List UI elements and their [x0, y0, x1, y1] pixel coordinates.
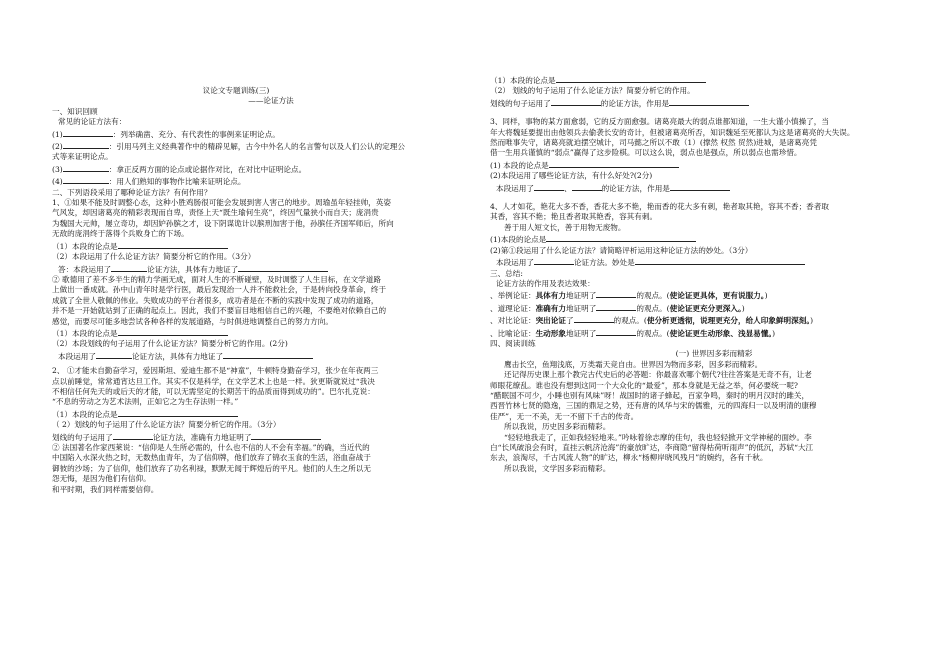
answer-blank[interactable]	[551, 97, 601, 106]
section-heading: 一、知识回顾	[52, 106, 98, 116]
answer-blank[interactable]	[635, 256, 805, 265]
passage-line: ② 歌德用了差不多半生的精力学画无成，面对人生的不断碰壁，及时调整了人生目标，在文学道路	[52, 274, 381, 284]
answer-blank[interactable]	[546, 233, 696, 242]
reading-line: “轻轻地我走了，正如我轻轻地来。”吟咏着徐志摩的佳句，我也轻轻掀开文学神秘的面纱。李	[504, 432, 812, 442]
reading-line: 师眼花缭乱。谁也没有想到这同一个大众化的“最爱”，那本身就是无益之举，何必要统一呢?	[490, 380, 798, 390]
answer-blank[interactable]	[596, 289, 636, 298]
summary-line: 、比喻论证：生动形象地证明了 的观点。(使论证更生动形象、浅显易懂。)	[490, 328, 776, 338]
passage-line: 其香，容其不艳；艳且香者取其艳香，容其有刺。	[490, 212, 658, 222]
answer-blank[interactable]	[96, 350, 132, 359]
answer-line: 答：本段运用了 论证方法，具体有力地证了	[52, 263, 450, 275]
answer-blank[interactable]	[63, 163, 109, 172]
answer-blank[interactable]	[238, 263, 328, 272]
reading-line: “醋眠国不可少，小睡也别有风味”呀！战国时的诸子蜂起，百家争鸣，秦时的明月汉时的雎关，	[490, 390, 810, 400]
passage-line: 感觉，而要尽可能多地尝试各种各样的发展道路，与时俱进地调整自己的努力方向。	[52, 316, 333, 326]
answer-blank[interactable]	[223, 350, 313, 359]
answer-blank[interactable]	[669, 97, 749, 106]
passage-line: 不相信任何先天的或后天的才能，可以无需坚定的长期苦干的品质而得到成功的”。巴尔扎克说：	[52, 386, 375, 396]
passage-line: 4、人才如花，艳花大多不香，香花大多不艳，艳而香的花大多有刺，艳者取其艳，容其不香；香者取	[490, 202, 829, 212]
passage-line: 借一生用兵谨慎的“弱点”赢得了这步险棋。可以这么说，弱点也是强点，所以弱点也需珍惜。	[490, 148, 802, 158]
question-line: (1) 本段的论点是	[490, 159, 898, 171]
answer-blank[interactable]	[549, 159, 679, 168]
answer-blank[interactable]	[596, 302, 636, 311]
question-line: （2）本段划线的句子运用了什么论证方法？简要分析它的作用。(2分)	[52, 339, 288, 349]
passage-line: 点以前睡觉，常常通宵达旦工作。其实不仅是科学，在文学艺术上也是一样。狄更斯就说过“我决	[52, 376, 375, 386]
passage-line: 年大将魏延要提出由他领兵去偷袭长安的奇计，但被诸葛亮所否，知识魏延至死都认为这是诸葛亮的大失误。	[490, 127, 855, 137]
answer-blank[interactable]	[63, 175, 109, 184]
section-intro: 常见的论证方法有：	[58, 117, 127, 127]
answer-blank[interactable]	[572, 182, 602, 191]
reading-line: 还记得历史课上那个教完古代史后的必答题：你最喜欢哪个朝代?往往答案是无奇不有，让老	[504, 370, 812, 380]
answer-line: 本段运用了 论证方法。妙处是	[490, 256, 898, 268]
question-line: （1）本段的论点是	[490, 74, 898, 86]
question-line: （1）本段的论点是	[52, 408, 450, 420]
reading-line: 西晋竹林七贤的隐逸，三国的鼎足之势，还有唐的风华与宋的儒雅，元的四海归一以及明清的康穆	[490, 401, 817, 411]
answer-blank[interactable]	[251, 431, 321, 440]
section-heading: 二、下列语段采用了哪种论证方法？有何作用？	[52, 187, 212, 197]
reading-line: 所以我说，历史因多彩而精彩。	[504, 422, 611, 432]
reading-line: 佳严”，无一不美，无一不留下千古的传奇。	[490, 411, 639, 421]
answer-blank[interactable]	[574, 314, 614, 323]
passage-line: 气风发，却因诸葛亮的精彩表现而自卑，责怪上天“既生瑜何生亮”，终因气量狭小而自天；庞涓贵	[52, 208, 379, 218]
passage-line: 2、 ①才能未自勤奋学习，爱因斯坦、爱迪生都不是“神童”，牛顿特身勤奋学习，张少在年夜两三	[52, 366, 379, 376]
passage-line: 并不是一开始就站到了正确的起点上。因此，我们不要盲目地相信自己的兴趣，不要绝对依赖自己的	[52, 306, 387, 316]
answer-blank[interactable]	[63, 140, 109, 149]
answer-blank[interactable]	[111, 263, 147, 272]
section-heading: 三、总结:	[490, 268, 523, 278]
summary-intro: 论证方法的作用及表达效果：	[496, 278, 595, 288]
question-line: (1)本段的论点是	[490, 233, 898, 245]
answer-blank[interactable]	[118, 327, 228, 336]
passage-line: 怨无悔，是因为他们有信仰。	[52, 474, 151, 484]
method-line-cont: 式等来证明论点。	[52, 152, 113, 162]
reading-line: 鹰击长空，鱼翔浅底，万类霜天竞自由。世界因为物而多彩，因多彩而精彩。	[504, 359, 763, 369]
question-line: (2)本段运用了哪些论证方法，有什么好处?(2分)	[490, 171, 653, 181]
page-subtitle: ——论证方法	[248, 96, 294, 106]
answer-line: 划线的句子运用了 论证方法，准确有力地证明了	[52, 431, 450, 443]
passage-line: 御彼的沙场；为了信仰，他们放弃了功名利禄，默默无闻于辉煌后的平凡。他们的人生之所以无	[52, 463, 371, 473]
answer-blank[interactable]	[63, 128, 113, 137]
answer-blank[interactable]	[596, 327, 636, 336]
question-line: （ 2）划线的句子运用了什么论证方法？简要分析它的作用。（3分）	[52, 420, 281, 430]
right-column	[490, 0, 898, 474]
passage-line: 和平时期，我们同样需要信仰。	[52, 484, 159, 494]
method-line: (2) ：引用马列主义经典著作中的精辟见解，古今中外名人的名言警句以及人们公认的定理公	[52, 142, 405, 152]
passage-line: “不息的劳动之为艺术法则，正如它之为生存法则一样。”	[52, 397, 239, 407]
passage-line: 成就了全世人敬佩的伟业。失败成功的平台者很多，成功者是在不断的实践中发现了成功的道路，	[52, 295, 379, 305]
reading-title: (一) 世界因多彩而精彩	[675, 349, 753, 359]
answer-line: 本段运用了 、 的论证方法，作用是	[490, 182, 898, 194]
answer-blank[interactable]	[113, 431, 153, 440]
answer-blank[interactable]	[118, 240, 228, 249]
passage-line: 3、同样，事物的某方面愈弱，它的反方面愈强。诸葛亮最大的弱点谁都知道，一生大谨小慎操了，当	[490, 117, 829, 127]
method-line: (1) ：列举确凿、充分、有代表性的事例来证明论点。	[52, 129, 280, 139]
method-line: (3) ：拿正反两方面的论点或论据作对比，在对比中证明论点。	[52, 164, 307, 174]
question-line: (2)第①段运用了什么论证方法？请简略评析运用这种论证方法的妙处。（3分）	[490, 245, 753, 255]
reading-line: 所以我说，文学因多彩而精彩。	[504, 463, 611, 473]
page-title: 议论文专题训练(三)	[202, 86, 270, 95]
question-line: （2）本段运用了什么论证方法？简要分析它的作用。（3分）	[52, 252, 256, 262]
answer-blank[interactable]	[670, 182, 730, 191]
answer-blank[interactable]	[534, 256, 574, 265]
question-line: （1）本段的论点是	[52, 327, 450, 339]
passage-line: 为魏国大元帅，屡立奇功，却因妒孙膑之才，设下阴谋诡计以膑刑加害于他，孙膑任齐国军师后，所向	[52, 218, 394, 228]
question-line: （1）本段的论点是	[52, 240, 450, 252]
passage-line: ② 法国著名作家西莱说：“信仰是人生所必需的，什么也不信的人不会有幸福。”的确，当近代的	[52, 443, 370, 452]
passage-line: 1、①如果不能及时调整心态，这种小胜鸡肠很可能会发展到害人害己的地步。周瑜虽年轻挂帅，英姿	[52, 198, 391, 208]
section-heading: 四、阅读训练	[490, 338, 536, 348]
answer-blank[interactable]	[534, 182, 564, 191]
left-column	[52, 0, 450, 495]
answer-line: 划线的句子运用了 的论证方法，作用是	[490, 97, 898, 109]
answer-line: 本段运用了 论证方法，具体有力地证了	[52, 350, 450, 362]
passage-line: 无敌的庞涓终于落得个兵败身亡的下场。	[52, 229, 189, 239]
answer-blank[interactable]	[556, 74, 706, 83]
passage-line: 中国陷入水深火热之时，无数热血青年，为了信仰牌，他们放弃了锦衣玉食的生活，浴血奋战于	[52, 453, 371, 463]
summary-line: 、对比论证：突出论证了 的观点。(使分析更透彻，说理更充分，给人印象鲜明深刻。)	[490, 316, 814, 326]
passage-line: 善于用人短文长，善于用物无废物。	[504, 222, 626, 232]
answer-blank[interactable]	[118, 408, 238, 417]
summary-line: 、道理论证：准确有力地证明了 的观点。(使论证更充分更深入。)	[490, 303, 745, 313]
reading-line: 东去，浪淘尽，千古风流人物”的旷达，柳永“杨柳岸晓风残月”的婉约，各有千秋。	[490, 453, 768, 463]
reading-line: 白“长风破浪会有时，直挂云帆济沧海”的豪放旷达，李商隐“留得枯荷听雨声”的低沉，苏轼“大江	[490, 443, 814, 452]
question-line: （2） 划线的句子运用了什么论证方法？简要分析它的作用。	[490, 86, 695, 96]
passage-line: 上做出一番成就。孙中山青年时是学行医，最后发现治一人并不能救社会，于是转向投身革命，终于	[52, 285, 387, 295]
passage-line: 然而唯事失守，诸葛亮就迫摆空城计，司马懿之所以不敢（1）(撑然 权然 贸然)进城，是诸葛亮凭	[490, 138, 817, 148]
summary-line: 、举例论证：具体有力地证明了 的观点。(使论证更具体，更有说服力。)	[490, 291, 768, 301]
method-line: (4) ：用人们熟知的事物作比喻来证明论点。	[52, 177, 246, 187]
